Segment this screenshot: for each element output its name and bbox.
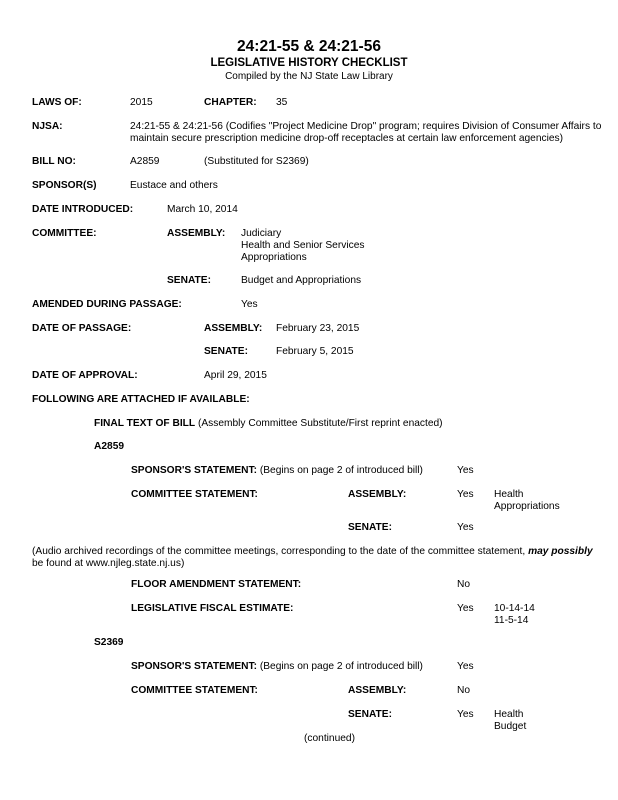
audio-note-line-2: be found at www.njleg.state.nj.us) (32, 558, 185, 569)
a2859-committee-label: COMMITTEE STATEMENT: (131, 489, 258, 500)
amended-value: Yes (241, 299, 258, 310)
a2859-assembly-label: ASSEMBLY: (348, 489, 407, 500)
bill-no-label: BILL NO: (32, 156, 76, 167)
audio-note-emphasis: may possibly (528, 546, 593, 557)
s2369-sponsor-label: SPONSOR'S STATEMENT: (131, 661, 257, 672)
a2859-sponsor-value: Yes (457, 465, 474, 476)
amended-label: AMENDED DURING PASSAGE: (32, 299, 182, 310)
passage-label: DATE OF PASSAGE: (32, 323, 132, 334)
s2369-assembly-label: ASSEMBLY: (348, 685, 407, 696)
a2859-sponsor-note: (Begins on page 2 of introduced bill) (259, 465, 423, 476)
committee-assembly-item: Health and Senior Services (241, 240, 365, 251)
a2859-senate-value: Yes (457, 522, 474, 533)
laws-of-label: LAWS OF: (32, 97, 82, 108)
a2859-assembly-detail: Health (494, 489, 524, 500)
fiscal-estimate-date: 10-14-14 (494, 603, 535, 614)
passage-assembly-label: ASSEMBLY: (204, 323, 263, 334)
final-text-label: FINAL TEXT OF BILL (94, 418, 196, 429)
compiled-by: Compiled by the NJ State Law Library (225, 71, 393, 82)
s2369-sponsor-line (131, 661, 423, 673)
a2859-assembly-detail: Appropriations (494, 501, 560, 512)
audio-note-line-1 (32, 546, 593, 558)
njsa-line-2: maintain secure prescription medicine drop-off receptacles at certain law enforcement agencies) (130, 133, 563, 144)
chapter-label: CHAPTER: (204, 97, 257, 108)
s2369-sponsor-note: (Begins on page 2 of introduced bill) (259, 661, 423, 672)
njsa-line-1: 24:21-55 & 24:21-56 (Codifies "Project Medicine Drop" program; requires Division of Consumer Affairs to (130, 121, 602, 132)
s2369-senate-detail: Health (494, 709, 524, 720)
committee-assembly-label: ASSEMBLY: (167, 228, 226, 239)
s2369-senate-value: Yes (457, 709, 474, 720)
final-text-line (94, 418, 443, 430)
a2859-senate-label: SENATE: (348, 522, 392, 533)
page-title: 24:21-55 & 24:21-56 (237, 38, 381, 55)
date-introduced-label: DATE INTRODUCED: (32, 204, 134, 215)
a2859-assembly-value: Yes (457, 489, 474, 500)
chapter-value: 35 (276, 97, 288, 108)
laws-of-value: 2015 (130, 97, 153, 108)
page-subtitle: LEGISLATIVE HISTORY CHECKLIST (210, 57, 408, 69)
floor-amendment-value: No (457, 579, 471, 590)
floor-amendment-label: FLOOR AMENDMENT STATEMENT: (131, 579, 302, 590)
committee-label: COMMITTEE: (32, 228, 97, 239)
sponsors-value: Eustace and others (130, 180, 218, 191)
committee-assembly-item: Appropriations (241, 252, 307, 263)
a2859-sponsor-line (131, 465, 423, 477)
a2859-heading: A2859 (94, 441, 125, 452)
s2369-senate-detail: Budget (494, 721, 527, 732)
sponsors-label: SPONSOR(S) (32, 180, 97, 191)
passage-senate-label: SENATE: (204, 346, 248, 357)
attached-heading: FOLLOWING ARE ATTACHED IF AVAILABLE: (32, 394, 250, 405)
committee-assembly-item: Judiciary (241, 228, 282, 239)
final-text-note: (Assembly Committee Substitute/First reprint enacted) (197, 418, 443, 429)
continued-note: (continued) (304, 733, 355, 744)
audio-note-text: (Audio archived recordings of the committee meetings, corresponding to the date of the committee statement, (32, 546, 529, 557)
passage-assembly-date: February 23, 2015 (276, 323, 360, 334)
approval-label: DATE OF APPROVAL: (32, 370, 138, 381)
approval-value: April 29, 2015 (204, 370, 267, 381)
njsa-label: NJSA: (32, 121, 63, 132)
bill-no-value: A2859 (130, 156, 160, 167)
s2369-heading: S2369 (94, 637, 124, 648)
s2369-assembly-value: No (457, 685, 471, 696)
fiscal-estimate-label: LEGISLATIVE FISCAL ESTIMATE: (131, 603, 294, 614)
fiscal-estimate-value: Yes (457, 603, 474, 614)
s2369-committee-label: COMMITTEE STATEMENT: (131, 685, 258, 696)
passage-senate-date: February 5, 2015 (276, 346, 354, 357)
date-introduced-value: March 10, 2014 (167, 204, 238, 215)
committee-senate-label: SENATE: (167, 275, 211, 286)
a2859-sponsor-label: SPONSOR'S STATEMENT: (131, 465, 257, 476)
fiscal-estimate-date: 11-5-14 (494, 615, 529, 626)
s2369-sponsor-value: Yes (457, 661, 474, 672)
committee-senate-value: Budget and Appropriations (241, 275, 362, 286)
bill-no-note: (Substituted for S2369) (204, 156, 309, 167)
s2369-senate-label: SENATE: (348, 709, 392, 720)
